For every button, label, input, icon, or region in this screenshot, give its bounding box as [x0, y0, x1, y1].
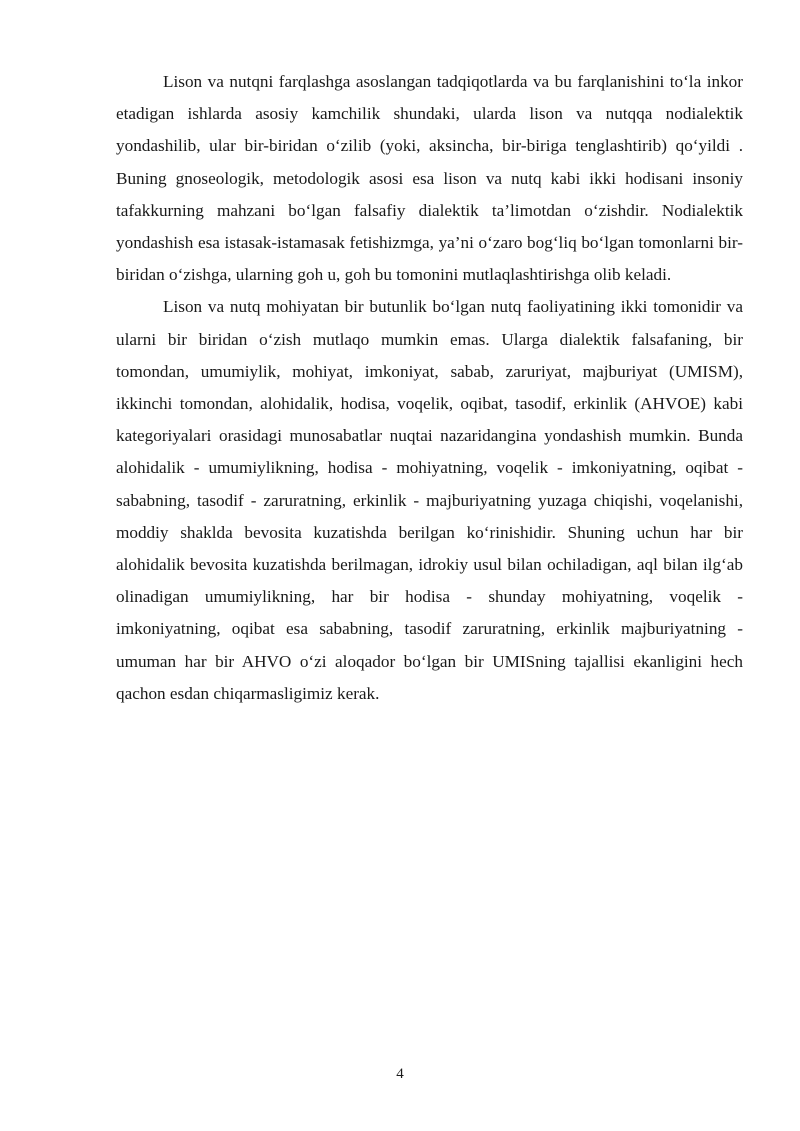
body-text [116, 66, 743, 710]
page-number: 4 [396, 1066, 404, 1082]
paragraph-2: Lison va nutq mohiyatan bir butunlik bo‘lgan nutq faoliyatining ikki tomonidir va ularni bir biridan o‘zish mutlaqo mumkin emas. Ularga dialektik falsafaning, bir tomondan, umumiylik, mohiyat, imkoniyat, sabab, zaruriyat, majburiyat (UMISM), ikkinchi tomondan, alohidalik, hodisa, voqelik, oqibat, tasodif, erkinlik (AHVOE) kabi kategoriyalari orasidagi munosabatlar nuqtai nazaridangina yondashish mumkin. Bunda alohidalik - umumiylikning, hodisa - mohiyatning, voqelik - imkoniyatning, oqibat - sababning, tasodif - zaruratning, erkinlik - majburiyatning yuzaga chiqishi, voqelanishi, moddiy shaklda bevosita kuzatishda berilgan ko‘rinishidir. Shuning uchun har bir alohidalik bevosita kuzatishda berilmagan, idrokiy usul bilan ochiladigan, aql bilan ilg‘ab olinadigan umumiylikning, har bir hodisa - shunday mohiyatning, voqelik - imkoniyatning, oqibat esa sababning, tasodif zaruratning, erkinlik majburiyatning - umuman har bir AHVO o‘zi aloqador bo‘lgan bir UMISning tajallisi ekanligini hech qachon esdan chiqarmasligimiz kerak. [116, 297, 743, 703]
paragraph-1: Lison va nutqni farqlashga asoslangan tadqiqotlarda va bu farqlanishini to‘la inkor etadigan ishlarda asosiy kamchilik shundaki, ularda lison va nutqqa nodialektik yondashilib, ular bir-biridan o‘zilib (yoki, aksincha, bir-biriga tenglashtirib) qo‘yildi . Buning gnoseologik, metodologik asosi esa lison va nutq kabi ikki hodisani insoniy tafakkurning mahzani bo‘lgan falsafiy dialektik ta’limotdan o‘zishdir. Nodialektik yondashish esa istasak-istamasak fetishizmga, ya’ni o‘zaro bog‘liq bo‘lgan tomonlarni bir-biridan o‘zishga, ularning goh u, goh bu tomonini mutlaqlashtirishga olib keladi. [116, 72, 743, 285]
